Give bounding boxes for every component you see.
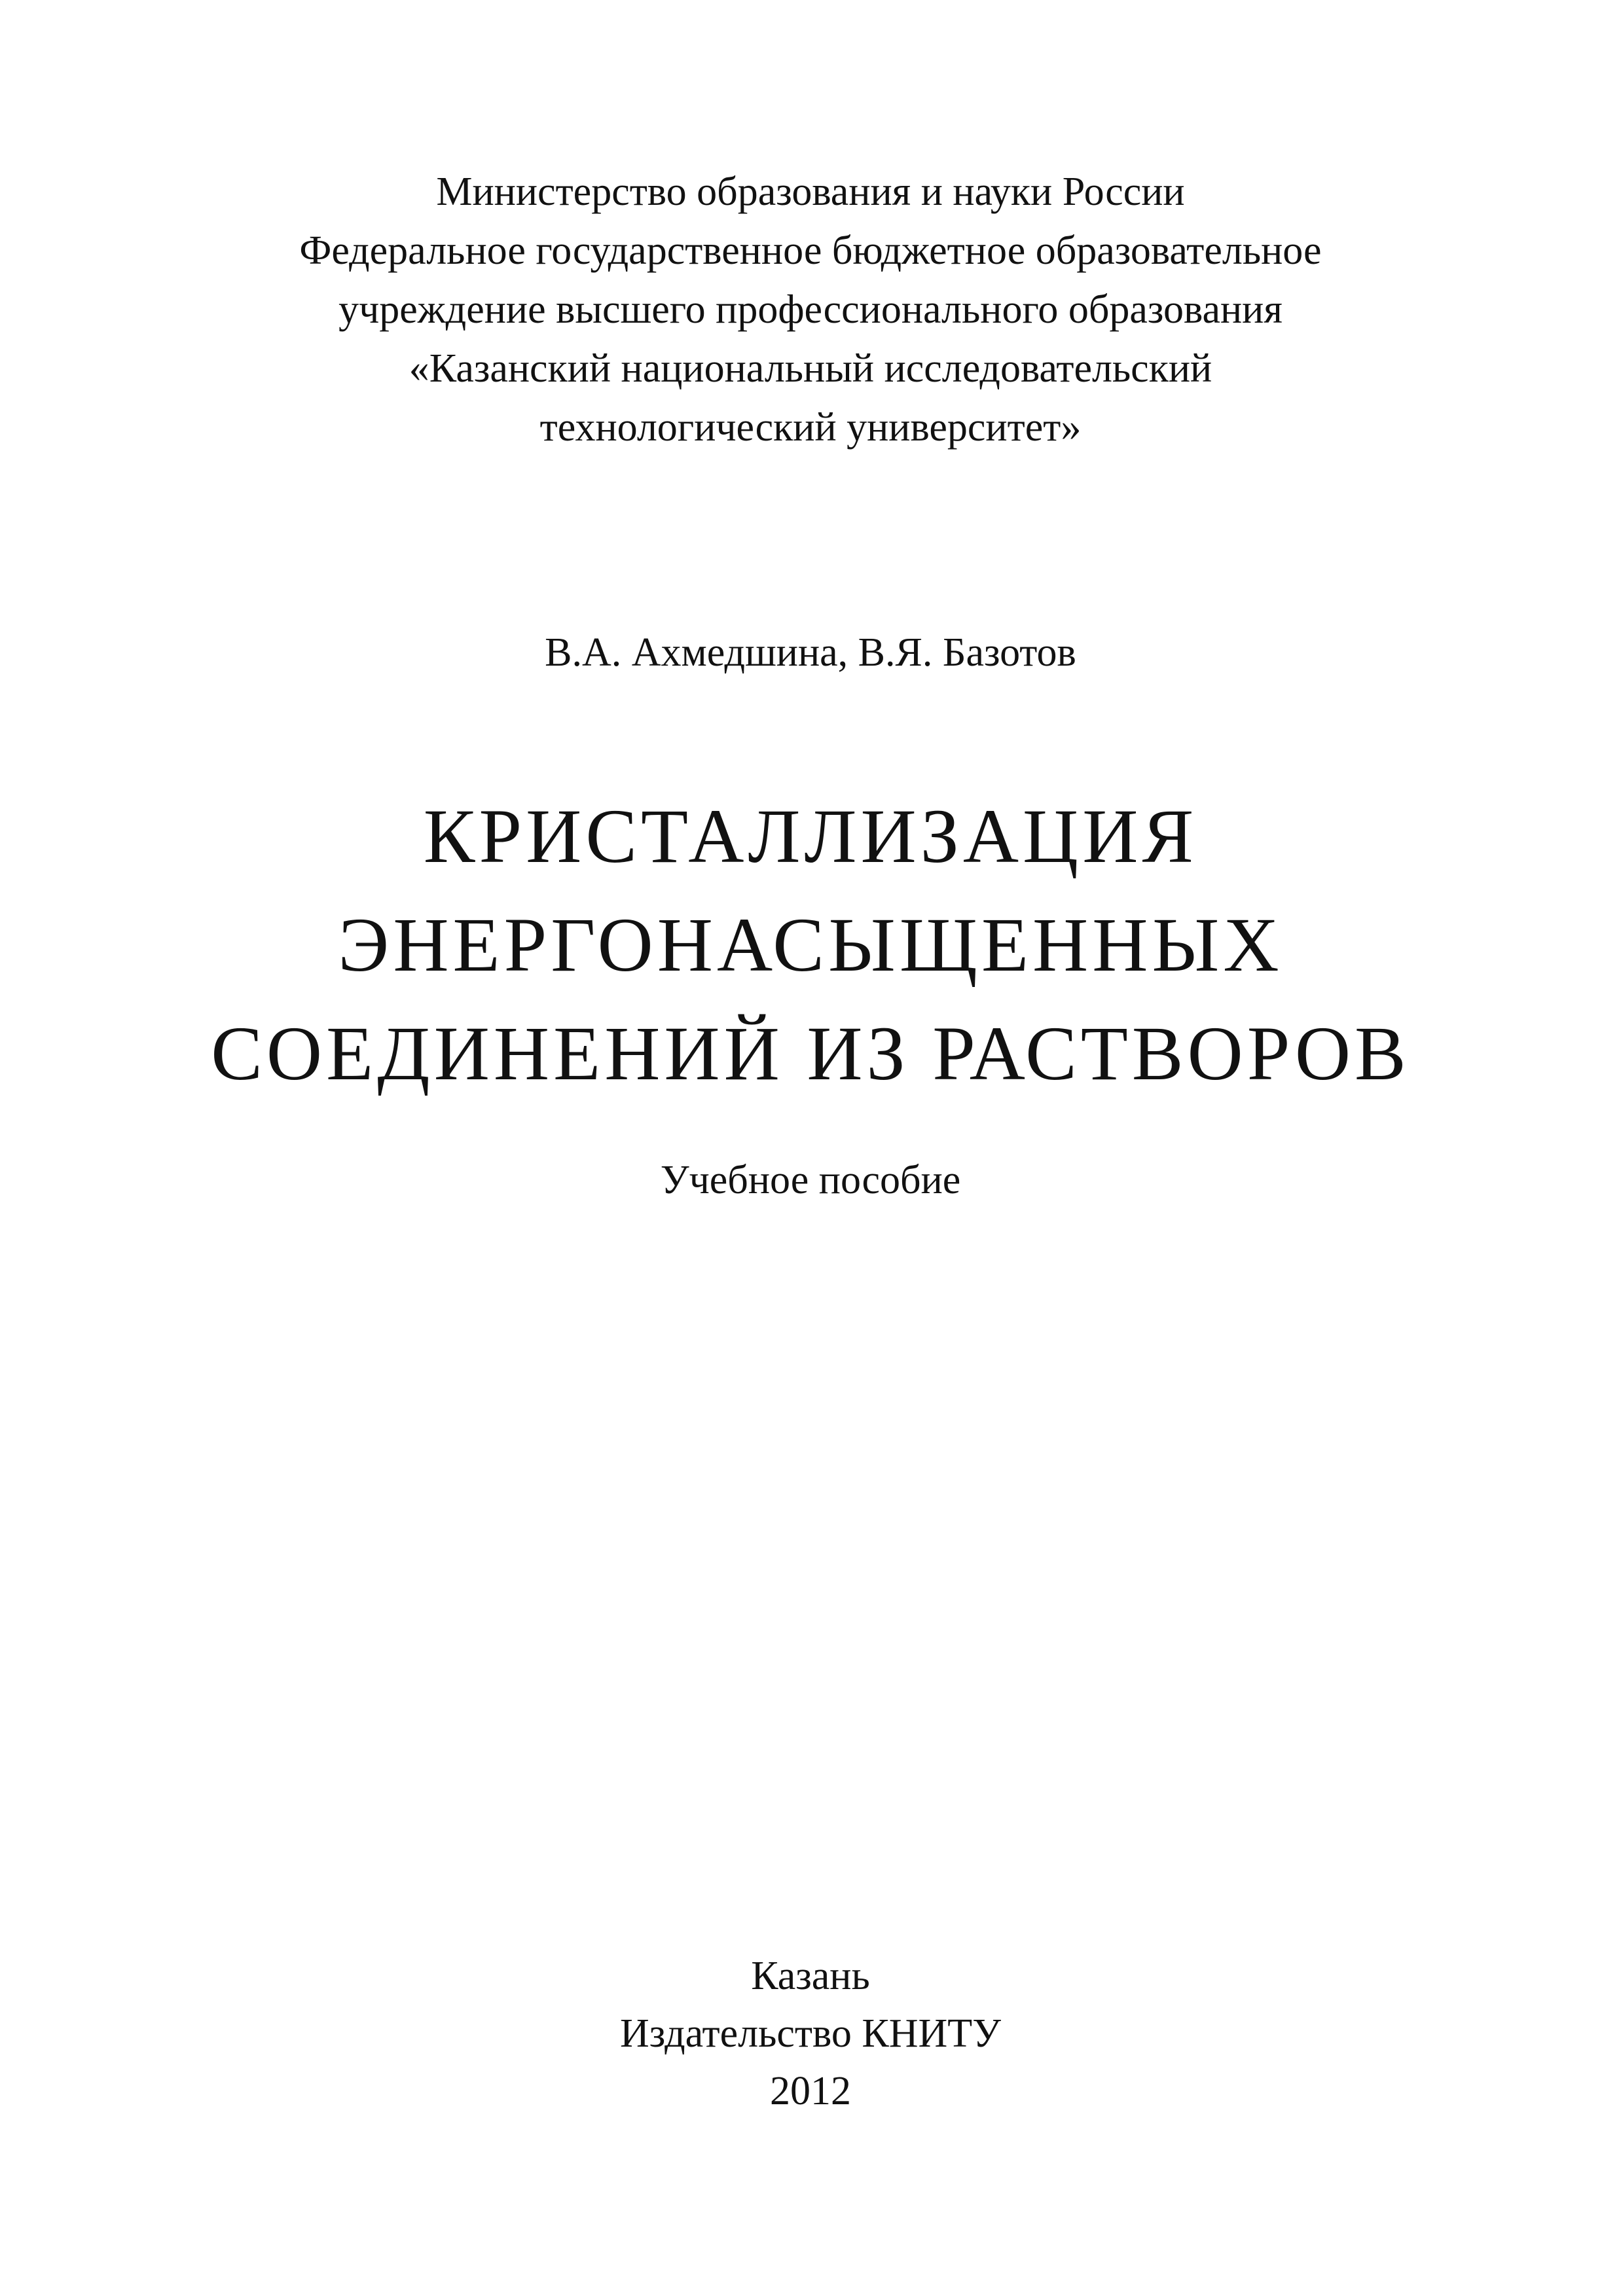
title-line-2: ЭНЕРГОНАСЫЩЕННЫХ — [338, 902, 1283, 988]
institution-line-5: технологический университет» — [539, 405, 1082, 450]
imprint-year: 2012 — [770, 2069, 851, 2113]
authors: В.А. Ахмедшина, В.Я. Базотов — [545, 630, 1076, 675]
book-subtitle: Учебное пособие — [660, 1158, 961, 1202]
imprint — [0, 1947, 1621, 2120]
institution-line-4: «Казанский национальный исследовательский — [409, 346, 1212, 391]
institution-line-2: Федеральное государственное бюджетное образовательное — [299, 228, 1322, 273]
institution-header — [0, 162, 1621, 457]
title-line-3: СОЕДИНЕНИЙ ИЗ РАСТВОРОВ — [211, 1011, 1410, 1096]
title-line-1: КРИСТАЛЛИЗАЦИЯ — [423, 793, 1198, 879]
book-title — [0, 782, 1621, 1108]
imprint-publisher: Издательство КНИТУ — [619, 2011, 1002, 2056]
institution-line-1: Министерство образования и науки России — [436, 170, 1185, 214]
imprint-city: Казань — [751, 1954, 870, 1998]
institution-line-3: учреждение высшего профессионального образования — [338, 287, 1283, 332]
